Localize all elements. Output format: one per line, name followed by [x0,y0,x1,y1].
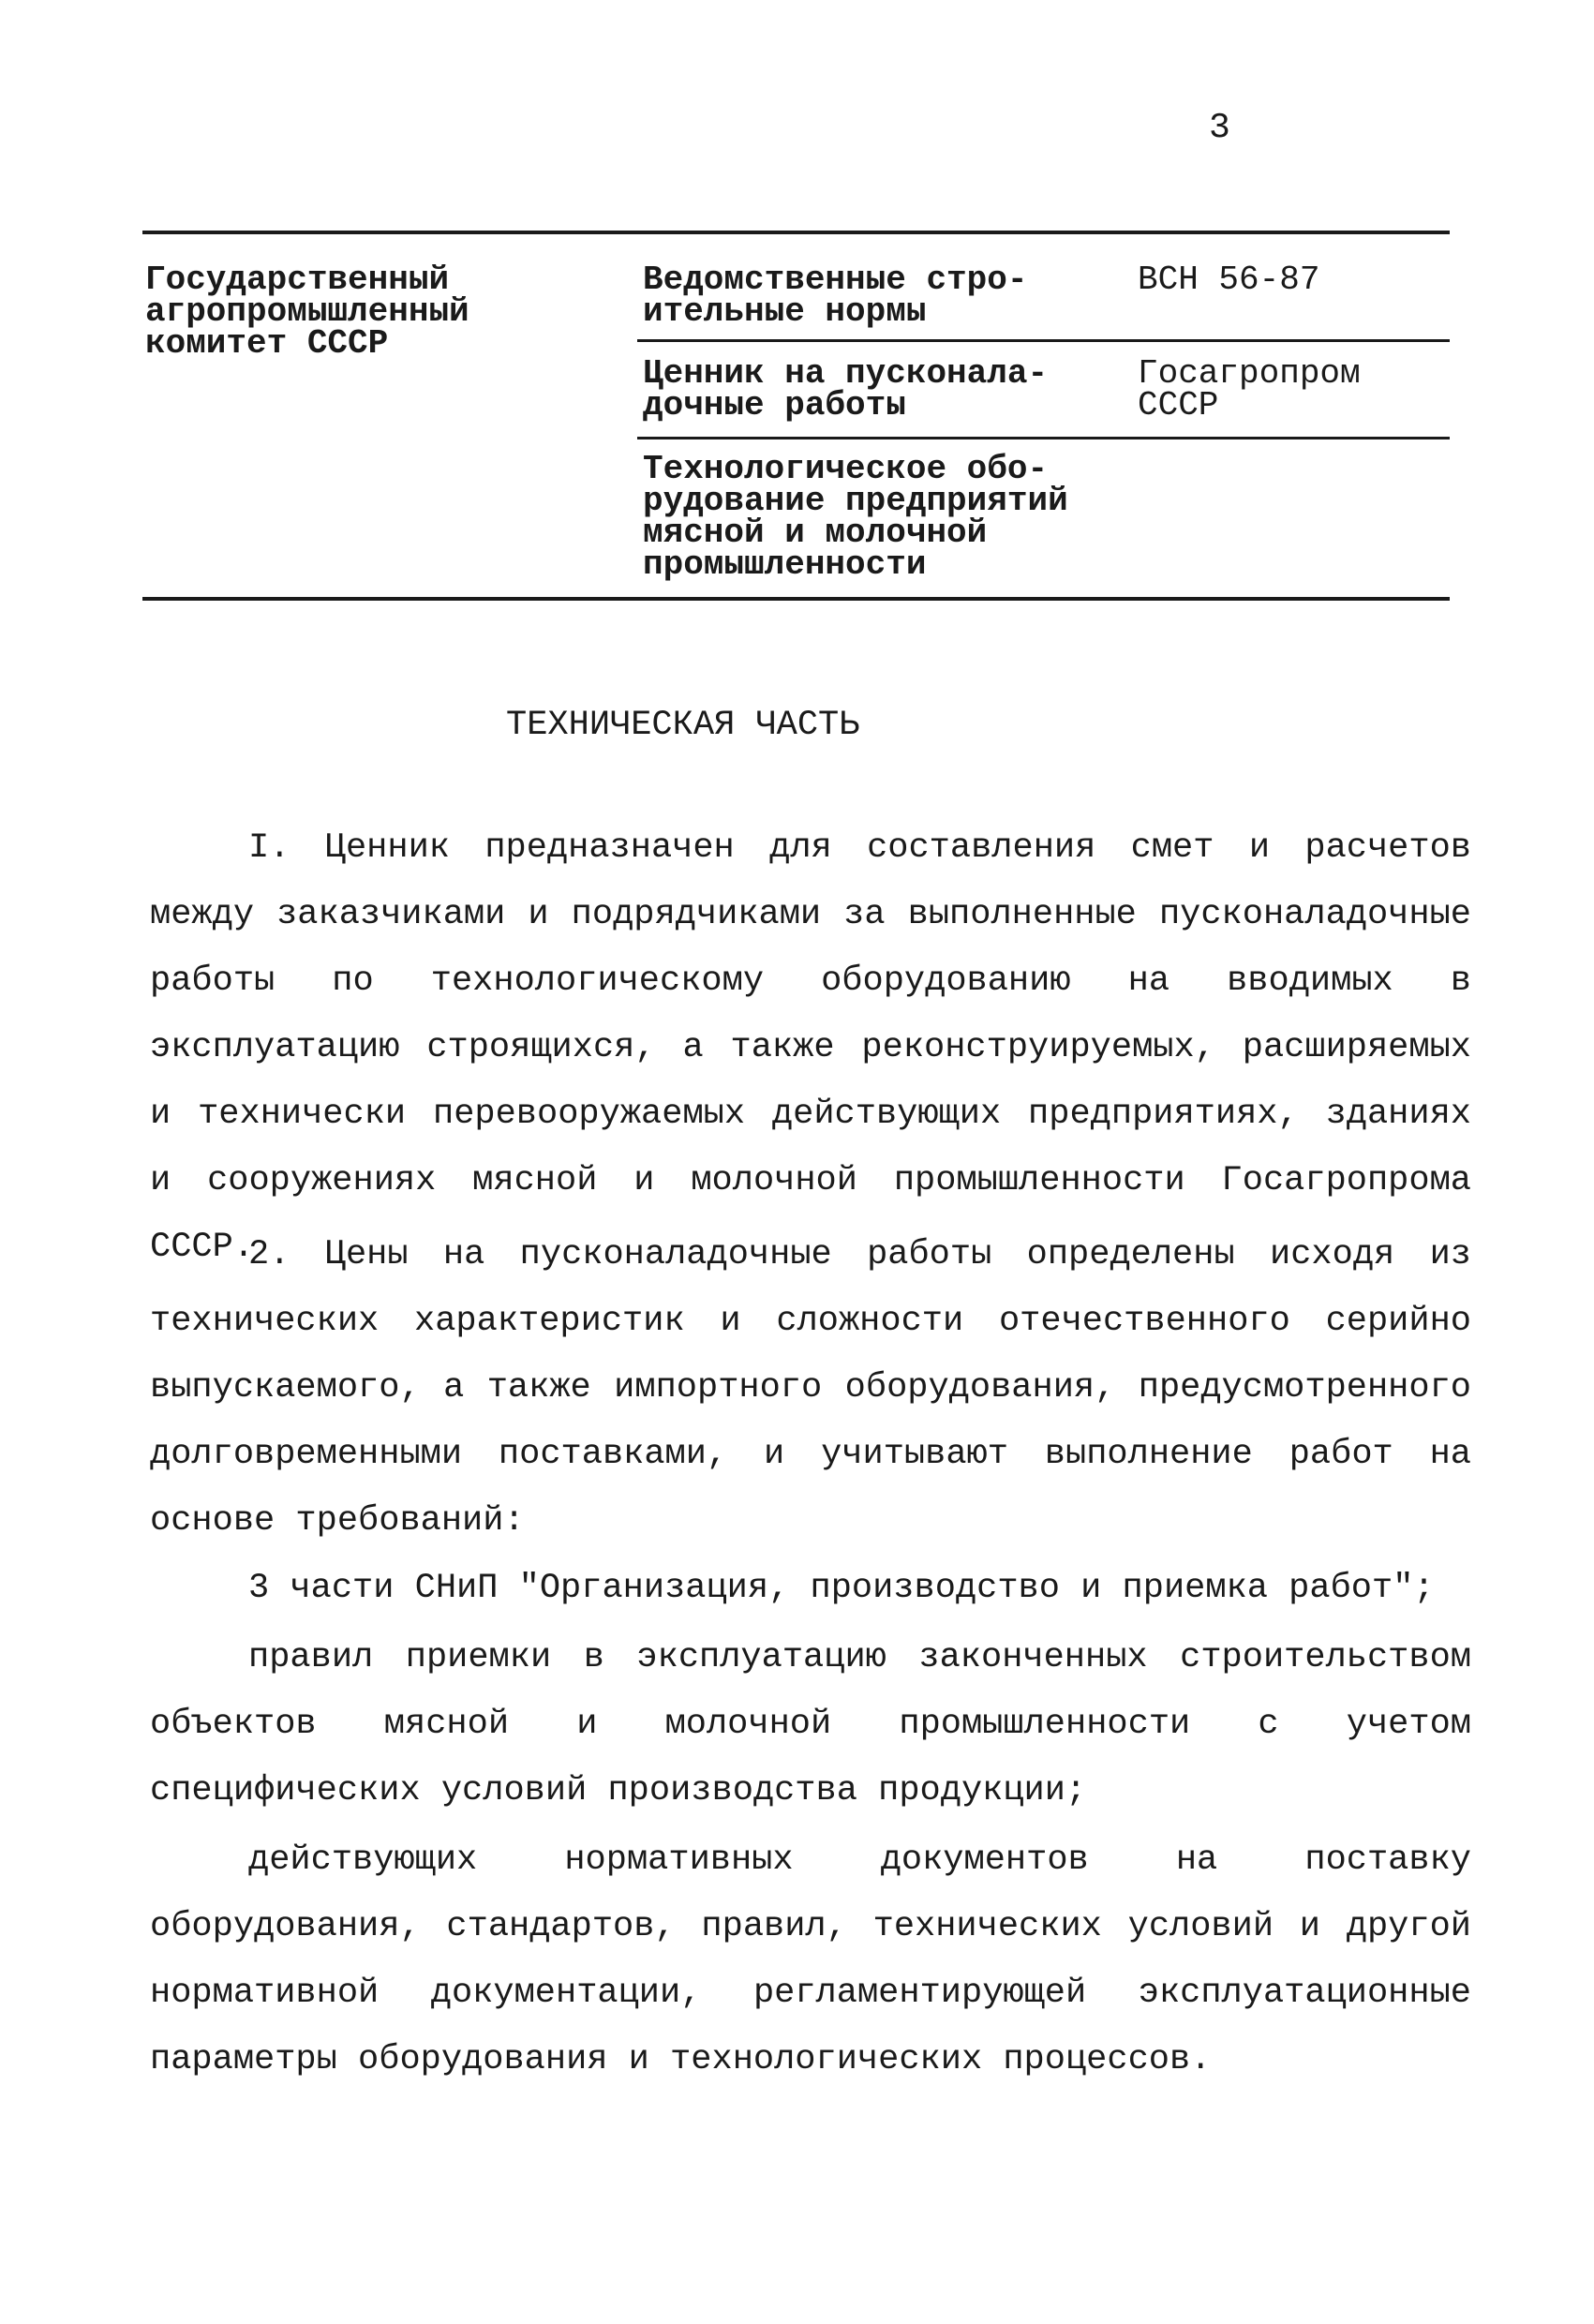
header-bottom-rule [142,597,1450,601]
paragraph-2: 2. Цены на пусконаладочные работы определены исходя из технических характеристик и сложности отечественного серийно выпускаемого, а также импортного оборудования, предусмотренного долговременными поставками, и учитывают выполнение работ на основе требований: [150,1235,1471,1541]
approved-by: Госагропром СССР [1138,354,1361,425]
header-top-rule [142,231,1450,234]
header-inner-rule-1 [637,339,1450,342]
document-subject: Технологическое обо- рудование предприятий мясной и молочной промышленности [643,450,1068,584]
paragraph-5: действующих нормативных документов на поставку оборудования, стандартов, правил, технических условий и другой нормативной документации, регламентирующей эксплуатационные параметры оборудования и технологических процессов. [150,1840,1471,2079]
section-heading: ТЕХНИЧЕСКАЯ ЧАСТЬ [506,706,860,745]
page-number: 3 [1209,108,1230,148]
header-inner-rule-2 [637,437,1450,439]
paragraph-1: I. Ценник предназначен для составления смет и расчетов между заказчиками и подрядчиками за выполненные пусконаладочные работы по технологическому оборудованию на вводимых в эксплуатацию строящихся, а также реконструируемых, расширяемых и технически перевооружаемых действующих предприятиях, зданиях и сооружениях мясной и молочной промышленности Госагропрома СССР. [150,828,1471,1267]
paragraph-4: правил приемки в эксплуатацию законченных строительством объектов мясной и молочной промышленности с учетом специфических условий производства продукции; [150,1638,1471,1810]
document-title: Ценник на пусконала- дочные работы [643,354,1049,425]
paragraph-3: 3 части СНиП "Организация, производство и приемка работ"; [248,1569,1435,1608]
document-code: ВСН 56-87 [1138,261,1320,299]
issuer-organization: Государственный агропромышленный комитет СССР [145,261,469,363]
document-type: Ведомственные стро- ительные нормы [643,261,1028,331]
